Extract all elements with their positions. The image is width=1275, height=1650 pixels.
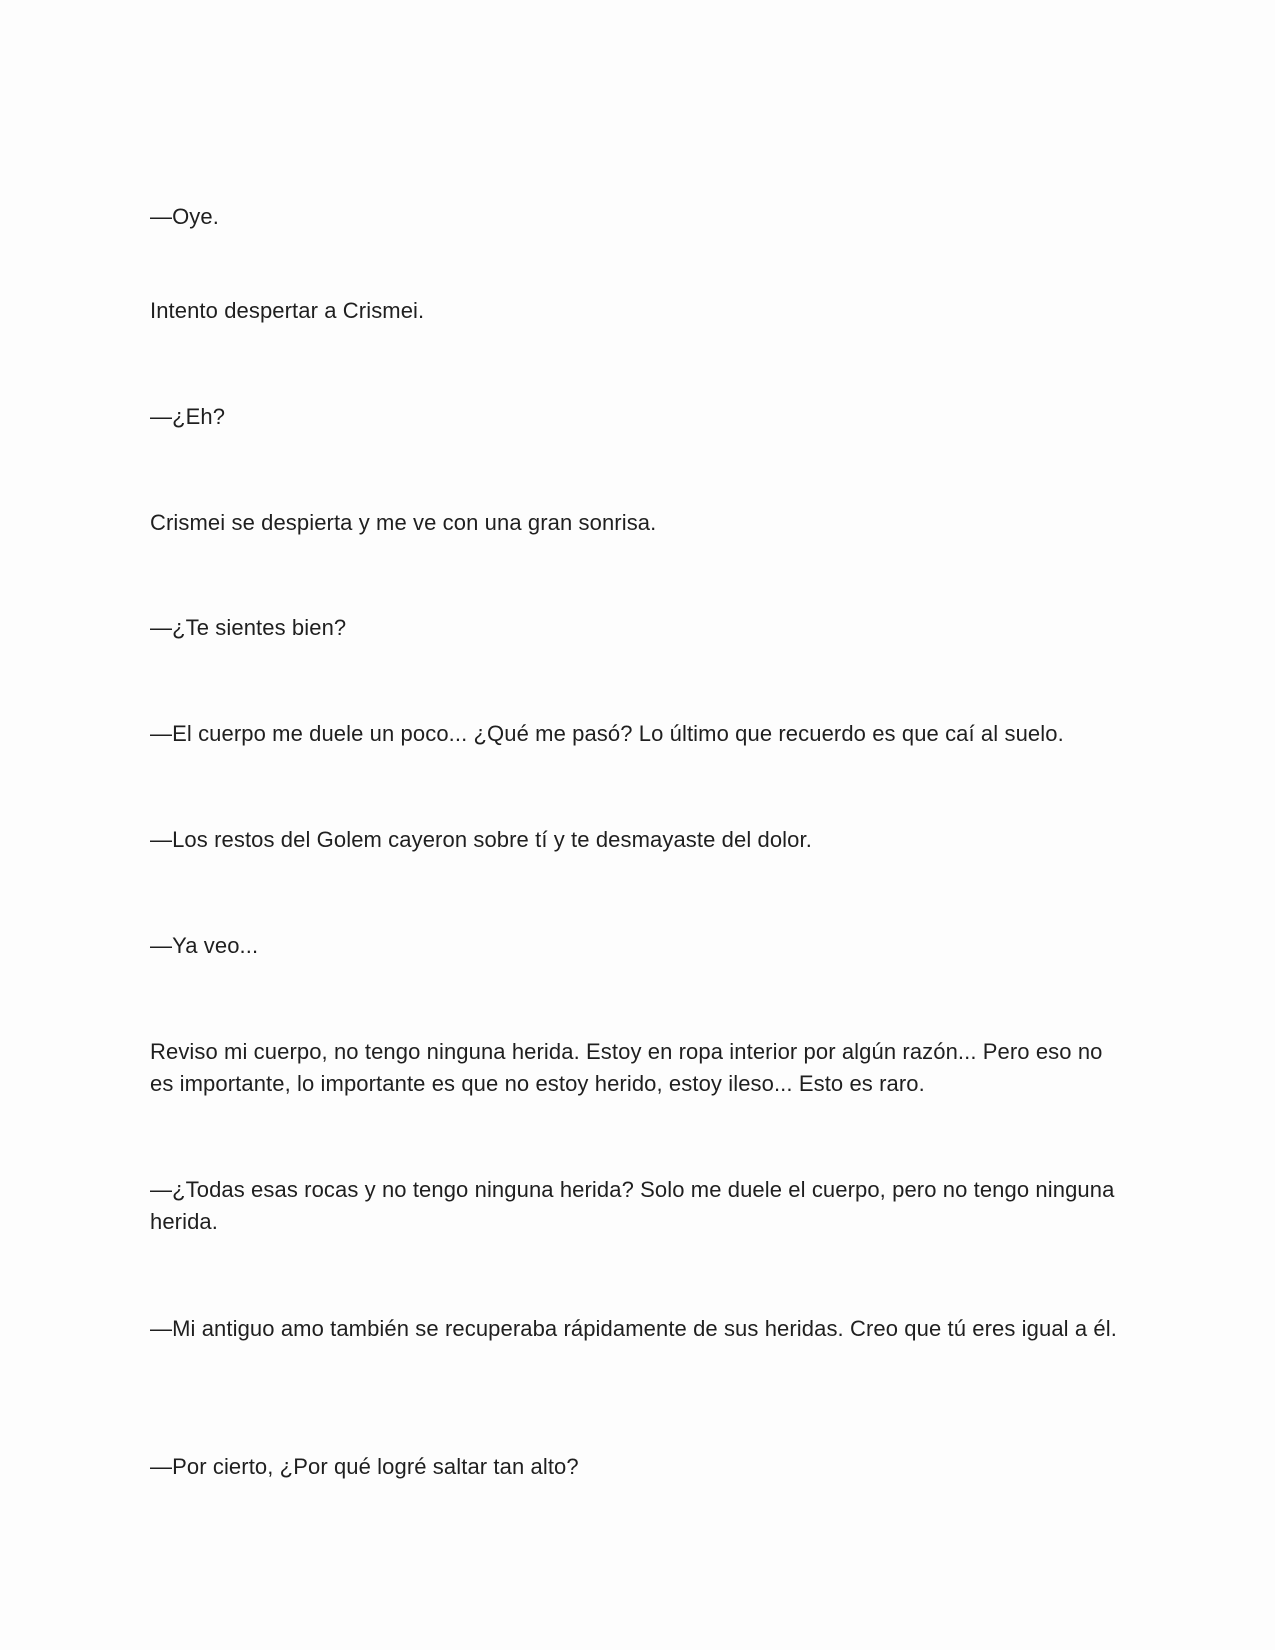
paragraph-narration: Crismei se despierta y me ve con una gran sonrisa. <box>150 510 657 535</box>
paragraph-dialogue: —Ya veo... <box>150 933 259 958</box>
paragraph-narration: Intento despertar a Crismei. <box>150 298 425 323</box>
paragraph-dialogue: —Oye. <box>150 204 219 229</box>
paragraph-dialogue: —Los restos del Golem cayeron sobre tí y te desmayaste del dolor. <box>150 827 812 852</box>
paragraph-dialogue: —Mi antiguo amo también se recuperaba rápidamente de sus heridas. Creo que tú eres igual a él. <box>150 1316 1117 1341</box>
paragraph-dialogue: —El cuerpo me duele un poco... ¿Qué me pasó? Lo último que recuerdo es que caí al suelo. <box>150 721 1064 746</box>
paragraph-dialogue: —¿Eh? <box>150 404 226 429</box>
paragraph-dialogue: —¿Te sientes bien? <box>150 615 347 640</box>
paragraph-dialogue: —Por cierto, ¿Por qué logré saltar tan alto? <box>150 1454 579 1479</box>
paragraph-narration: Reviso mi cuerpo, no tengo ninguna herida. Estoy en ropa interior por algún razón... Pero eso no es importante, lo importante es que no estoy herido, estoy ileso... Esto es raro. <box>150 1039 1103 1096</box>
paragraph-dialogue: —¿Todas esas rocas y no tengo ninguna herida? Solo me duele el cuerpo, pero no tengo ninguna herida. <box>150 1177 1115 1234</box>
